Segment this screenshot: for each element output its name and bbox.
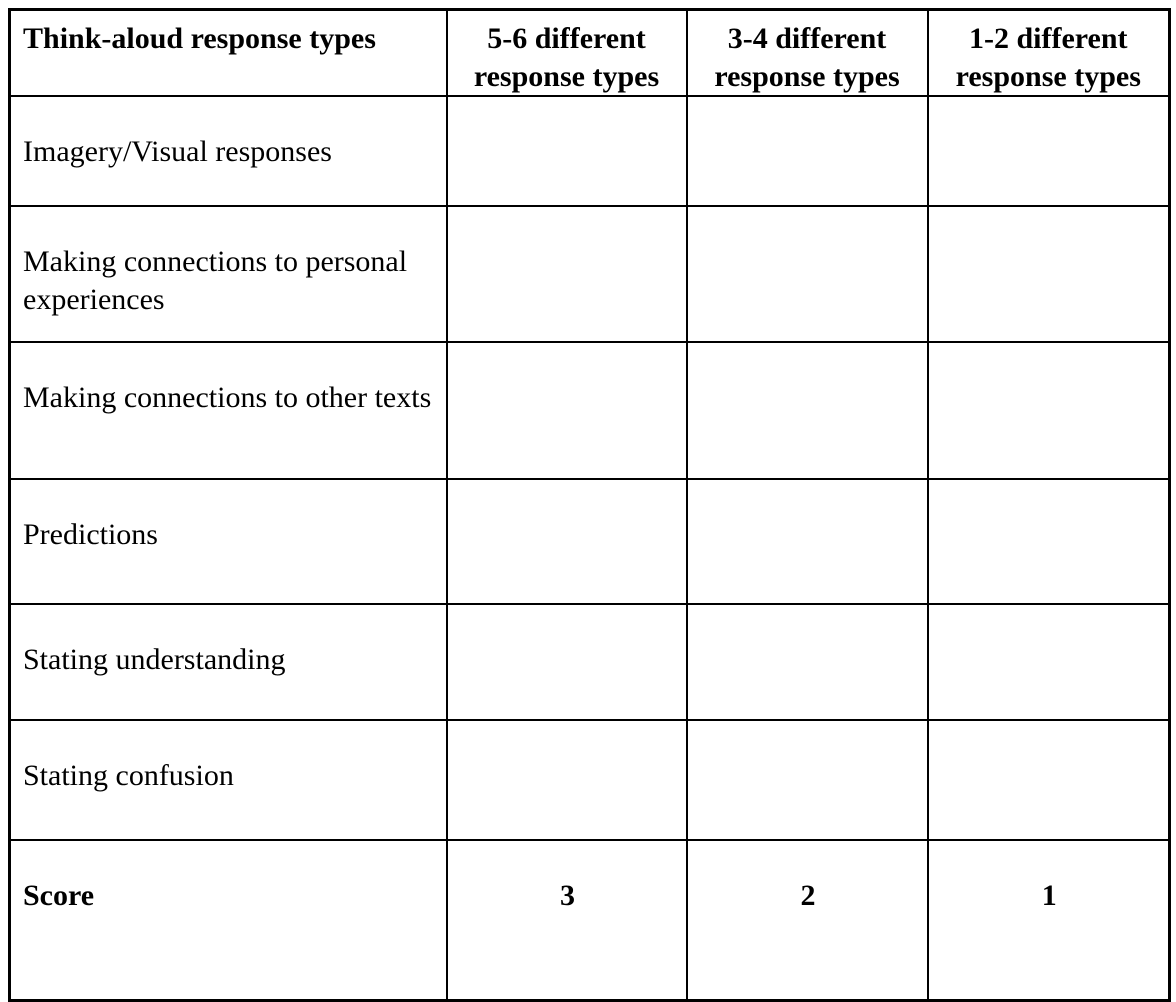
table-row-personal-connections bbox=[10, 206, 1170, 342]
table-row-stating-confusion bbox=[10, 720, 1170, 840]
row-label: Stating understanding bbox=[10, 604, 447, 720]
header-3-4-different: 3-4 different response types bbox=[687, 10, 928, 97]
empty-cell bbox=[928, 479, 1170, 604]
empty-cell bbox=[928, 342, 1170, 479]
header-5-6-different: 5-6 different response types bbox=[447, 10, 687, 97]
row-label: Predictions bbox=[10, 479, 447, 604]
header-row bbox=[10, 10, 1170, 97]
empty-cell bbox=[687, 604, 928, 720]
empty-cell bbox=[447, 206, 687, 342]
empty-cell bbox=[687, 720, 928, 840]
score-value-1: 1 bbox=[928, 840, 1170, 1000]
empty-cell bbox=[687, 206, 928, 342]
empty-cell bbox=[447, 479, 687, 604]
header-1-2-different: 1-2 different response types bbox=[928, 10, 1170, 97]
table-row-imagery bbox=[10, 96, 1170, 206]
row-label: Making connections to personal experiences bbox=[10, 206, 447, 342]
table-row-text-connections bbox=[10, 342, 1170, 479]
row-label: Stating confusion bbox=[10, 720, 447, 840]
empty-cell bbox=[687, 96, 928, 206]
empty-cell bbox=[928, 206, 1170, 342]
empty-cell bbox=[928, 720, 1170, 840]
empty-cell bbox=[447, 342, 687, 479]
table-row-stating-understanding bbox=[10, 604, 1170, 720]
row-label: Imagery/Visual responses bbox=[10, 96, 447, 206]
table-row-predictions bbox=[10, 479, 1170, 604]
empty-cell bbox=[447, 720, 687, 840]
score-label: Score bbox=[10, 840, 447, 1000]
score-row bbox=[10, 840, 1170, 1000]
empty-cell bbox=[928, 96, 1170, 206]
score-value-2: 2 bbox=[687, 840, 928, 1000]
empty-cell bbox=[447, 604, 687, 720]
header-response-types: Think-aloud response types bbox=[10, 10, 447, 97]
row-label: Making connections to other texts bbox=[10, 342, 447, 479]
think-aloud-rubric-table bbox=[8, 8, 1171, 1002]
empty-cell bbox=[447, 96, 687, 206]
empty-cell bbox=[928, 604, 1170, 720]
score-value-3: 3 bbox=[447, 840, 687, 1000]
empty-cell bbox=[687, 479, 928, 604]
empty-cell bbox=[687, 342, 928, 479]
